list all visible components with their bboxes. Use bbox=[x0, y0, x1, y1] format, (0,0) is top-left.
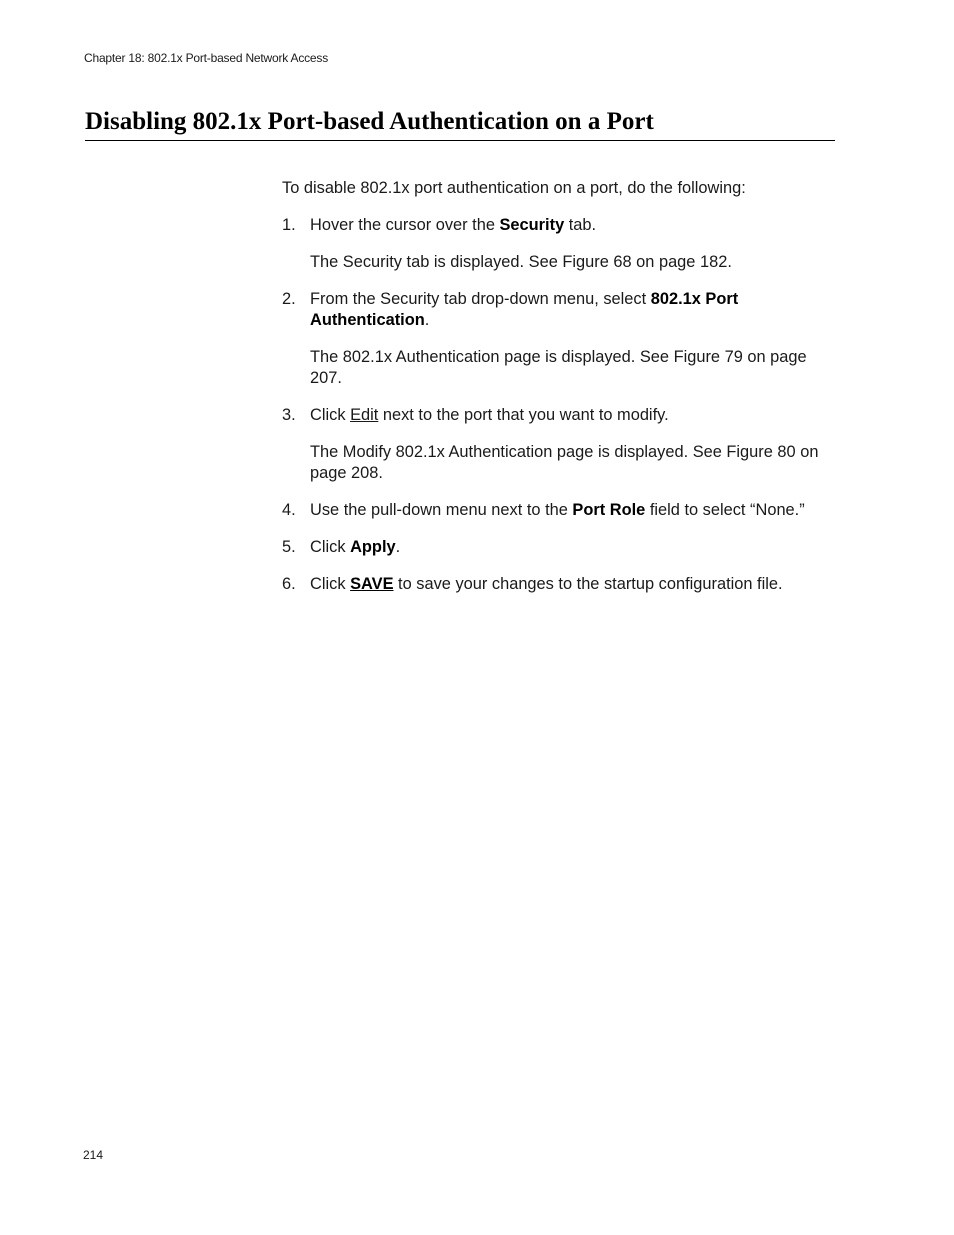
step-number: 3. bbox=[282, 406, 296, 424]
step-result: The Security tab is displayed. See Figure 68 on page 182. bbox=[310, 253, 732, 271]
step-text: Use the pull-down menu next to the bbox=[310, 501, 573, 519]
step-4 bbox=[282, 500, 842, 521]
step-text: . bbox=[395, 538, 401, 556]
intro-paragraph: To disable 802.1x port authentication on a port, do the following: bbox=[282, 179, 746, 197]
step-instruction bbox=[310, 405, 842, 426]
step-1 bbox=[282, 215, 842, 273]
step-text: From the Security tab drop-down menu, select bbox=[310, 290, 651, 308]
step-instruction bbox=[310, 289, 842, 331]
step-text: Click bbox=[310, 538, 351, 556]
save-link[interactable]: SAVE bbox=[350, 575, 394, 593]
running-head: Chapter 18: 802.1x Port-based Network Access bbox=[84, 51, 328, 65]
step-number: 5. bbox=[282, 538, 296, 556]
step-number: 4. bbox=[282, 501, 296, 519]
page-number: 214 bbox=[83, 1148, 104, 1162]
steps-list bbox=[282, 215, 842, 595]
step-5 bbox=[282, 537, 842, 558]
step-text: Hover the cursor over the bbox=[310, 216, 500, 234]
step-text: . bbox=[424, 311, 430, 329]
step-text: tab. bbox=[564, 216, 597, 234]
step-instruction bbox=[310, 537, 842, 558]
ui-term-security: Security bbox=[499, 216, 565, 234]
step-number: 2. bbox=[282, 290, 296, 308]
step-6 bbox=[282, 574, 842, 595]
title-rule bbox=[85, 140, 835, 141]
edit-link[interactable]: Edit bbox=[350, 406, 379, 424]
procedure-body bbox=[282, 178, 842, 611]
step-number: 1. bbox=[282, 216, 296, 234]
step-3 bbox=[282, 405, 842, 484]
step-instruction bbox=[310, 215, 842, 236]
step-number: 6. bbox=[282, 575, 296, 593]
step-instruction bbox=[310, 500, 842, 521]
ui-term-8021x-port-authentication: 802.1x Port Authentication bbox=[310, 290, 739, 329]
step-text: Click bbox=[310, 575, 351, 593]
section-title: Disabling 802.1x Port-based Authentication on a Port bbox=[85, 108, 654, 135]
step-2 bbox=[282, 289, 842, 389]
step-text: to save your changes to the startup configuration file. bbox=[393, 575, 783, 593]
step-text: Click bbox=[310, 406, 351, 424]
step-text: field to select “None.” bbox=[645, 501, 805, 519]
step-instruction bbox=[310, 574, 842, 595]
ui-term-port-role: Port Role bbox=[572, 501, 646, 519]
ui-term-apply: Apply bbox=[350, 538, 396, 556]
step-result: The 802.1x Authentication page is displayed. See Figure 79 on page 207. bbox=[310, 348, 807, 387]
step-result: The Modify 802.1x Authentication page is displayed. See Figure 80 on page 208. bbox=[310, 443, 819, 482]
step-text: next to the port that you want to modify. bbox=[378, 406, 669, 424]
